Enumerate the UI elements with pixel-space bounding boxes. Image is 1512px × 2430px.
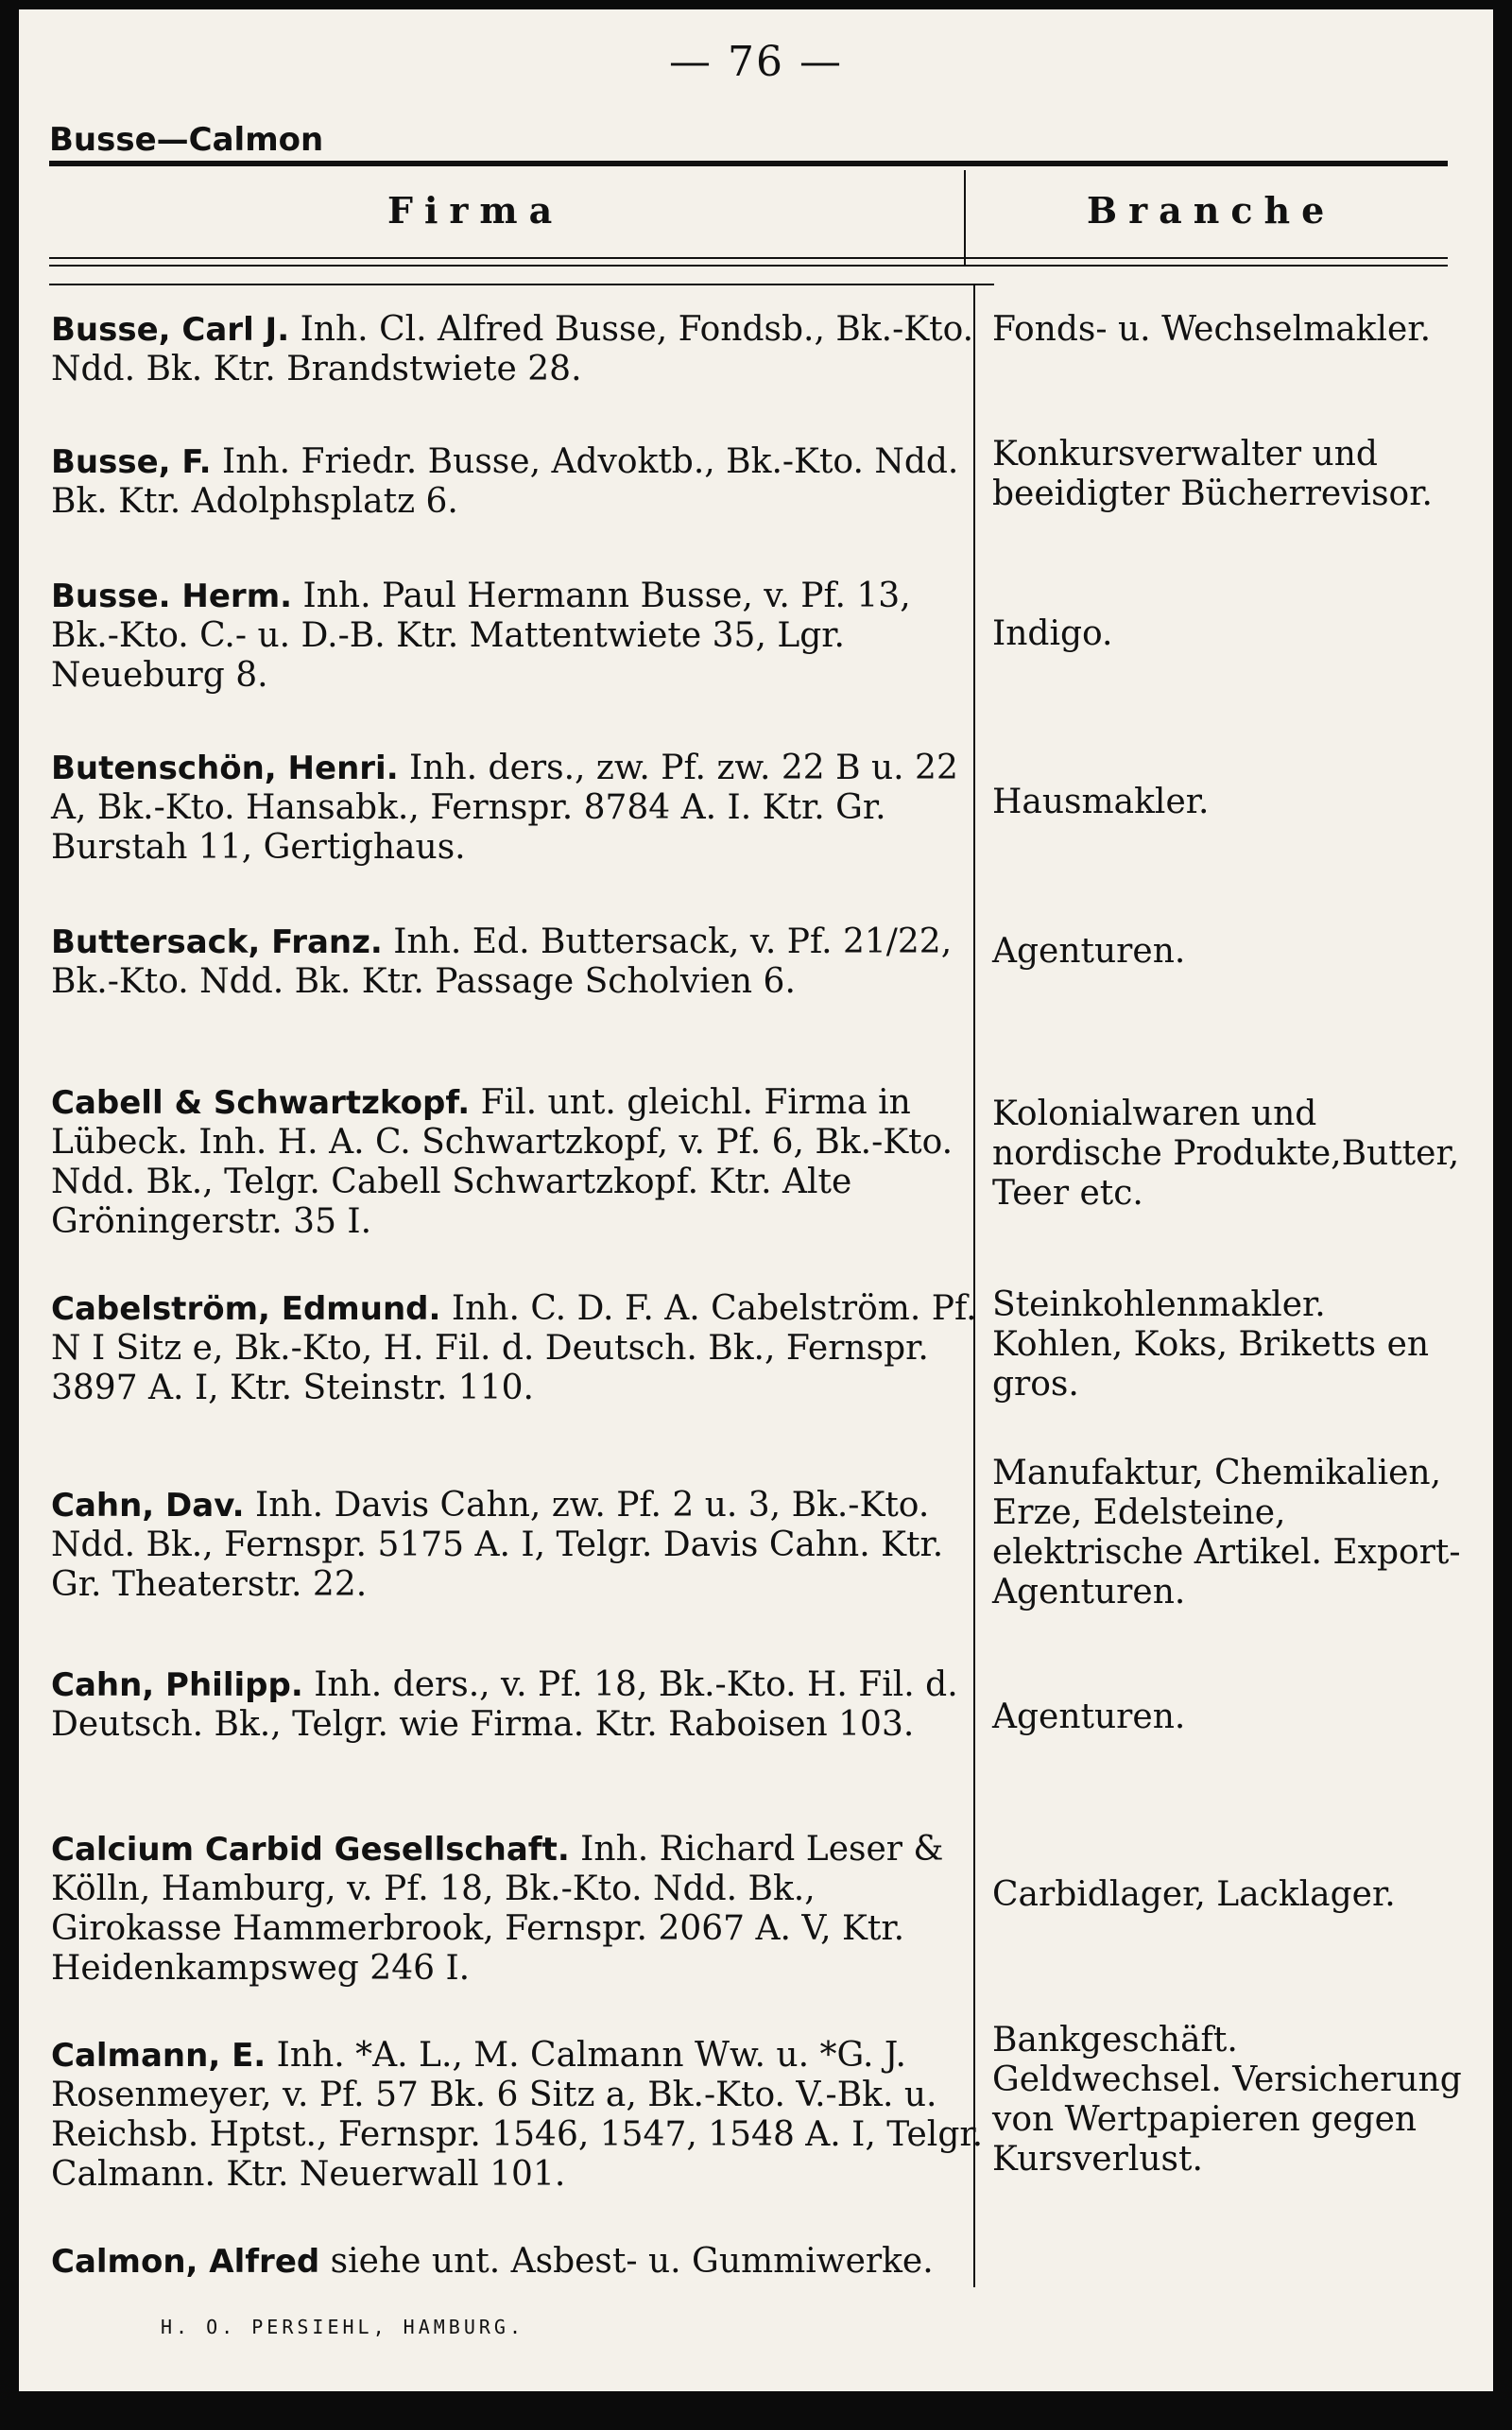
entry-busse-herm xyxy=(51,577,987,696)
entry-name: Cabelström, Edmund. xyxy=(51,1290,441,1328)
branche-cabelstroem: Steinkohlenmakler. Kohlen, Koks, Briketts en gros. xyxy=(992,1285,1430,1404)
entry-name: Butenschön, Henri. xyxy=(51,750,399,787)
entry-text: Inh. C. D. F. A. Cabelström. Pf. N I Sitz e, Bk.-Kto, H. Fil. d. Deutsch. Bk., Fernspr. 3897 A. I, Ktr. Steinstr. 110. xyxy=(51,1289,977,1407)
column-header-branche: Branche xyxy=(1087,189,1336,232)
branche-busse-herm: Indigo. xyxy=(992,614,1113,653)
entry-calmann xyxy=(51,2036,987,2195)
entry-text: Inh. Richard Leser & Kölln, Hamburg, v. Pf. 18, Bk.-Kto. Ndd. Bk., Girokasse Hammerbrook, Fernspr. 2067 A. V, Ktr. Heidenkampsweg 246 I. xyxy=(51,1830,944,1988)
entry-name: Cahn, Dav. xyxy=(51,1487,245,1525)
branche-calcium-carbid: Carbidlager, Lacklager. xyxy=(992,1875,1396,1914)
entry-name: Busse, F. xyxy=(51,443,212,481)
entry-text: Inh. *A. L., M. Calmann Ww. u. *G. J. Rosenmeyer, v. Pf. 57 Bk. 6 Sitz a, Bk.-Kto. V.-Bk. u. Reichsb. Hptst., Fernspr. 1546, 1547, 1548 A. I, Telgr. Calmann. Ktr. Neuerwall 101. xyxy=(51,2036,984,2194)
entry-name: Busse, Carl J. xyxy=(51,311,290,349)
entry-text: Inh. Paul Hermann Busse, v. Pf. 13, Bk.-Kto. C.- u. D.-B. Ktr. Mattentwiete 35, Lgr. Neueburg 8. xyxy=(51,577,911,695)
entry-text: siehe unt. Asbest- u. Gummiwerke. xyxy=(319,2242,934,2281)
branche-calmann: Bankgeschäft. Geldwechsel. Versicherung von Wertpapieren gegen Kursverlust. xyxy=(992,2021,1462,2179)
entry-name: Calmann, E. xyxy=(51,2037,266,2075)
directory-page xyxy=(19,9,1493,2391)
entry-text: Fil. unt. gleichl. Firma in Lübeck. Inh. H. A. C. Schwartzkopf, v. Pf. 6, Bk.-Kto. Ndd. Bk., Telgr. Cabell Schwartzkopf. Ktr. Alte Gröningerstr. 35 I. xyxy=(51,1083,954,1241)
entry-text: Inh. Cl. Alfred Busse, Fondsb., Bk.-Kto. Ndd. Bk. Ktr. Brandstwiete 28. xyxy=(51,310,974,388)
branche-cahn-dav: Manufaktur, Chemikalien, Erze, Edelsteine, elektrische Artikel. Export-Agenturen. xyxy=(992,1454,1461,1611)
entry-name: Busse. Herm. xyxy=(51,577,293,615)
page-number: — 76 — xyxy=(669,38,843,86)
entry-text: Inh. Davis Cahn, zw. Pf. 2 u. 3, Bk.-Kto. Ndd. Bk., Fernspr. 5175 A. I, Telgr. Davis Cahn. Ktr. Gr. Theaterstr. 22. xyxy=(51,1486,944,1604)
printer-imprint: H. O. PERSIEHL, HAMBURG. xyxy=(161,2316,524,2338)
entry-cahn-philipp xyxy=(51,1665,987,1745)
entry-busse-f xyxy=(51,442,987,522)
branche-busse-f: Konkursverwalter und beeidigter Bücherrevisor. xyxy=(992,435,1433,513)
entry-text: Inh. ders., v. Pf. 18, Bk.-Kto. H. Fil. d. Deutsch. Bk., Telgr. wie Firma. Ktr. Raboisen 103. xyxy=(51,1665,958,1744)
entry-text: Inh. Ed. Buttersack, v. Pf. 21/22, Bk.-Kto. Ndd. Bk. Ktr. Passage Scholvien 6. xyxy=(51,922,953,1001)
branche-busse-carl: Fonds- u. Wechselmakler. xyxy=(992,310,1432,349)
header-divider xyxy=(964,170,966,265)
entry-name: Calcium Carbid Gesellschaft. xyxy=(51,1831,570,1869)
entry-cabelstroem xyxy=(51,1289,987,1408)
entry-name: Cahn, Philipp. xyxy=(51,1666,303,1704)
entry-name: Calmon, Alfred xyxy=(51,2243,320,2281)
column-header-firma: Firma xyxy=(387,189,564,232)
entry-calmon xyxy=(51,2242,987,2282)
entry-cabell xyxy=(51,1083,987,1242)
entry-busse-carl xyxy=(51,310,987,389)
top-rule xyxy=(49,161,1448,166)
header-double-rule xyxy=(49,257,1448,267)
entry-name: Buttersack, Franz. xyxy=(51,923,383,961)
branche-cabell: Kolonialwaren und nordische Produkte,Butter, Teer etc. xyxy=(992,1094,1460,1213)
entry-cahn-dav xyxy=(51,1486,987,1605)
entry-calcium-carbid xyxy=(51,1830,987,1989)
branche-buttersack: Agenturen. xyxy=(992,932,1186,971)
entry-text: Inh. ders., zw. Pf. zw. 22 B u. 22 A, Bk.-Kto. Hansabk., Fernspr. 8784 A. I. Ktr. Gr. Burstah 11, Gertighaus. xyxy=(51,749,958,867)
entry-text: Inh. Friedr. Busse, Advoktb., Bk.-Kto. Ndd. Bk. Ktr. Adolphsplatz 6. xyxy=(51,442,959,521)
header-bottom-rule xyxy=(49,284,994,285)
entry-name: Cabell & Schwartzkopf. xyxy=(51,1084,471,1122)
running-head: Busse—Calmon xyxy=(49,121,324,159)
branche-butenschoen: Hausmakler. xyxy=(992,783,1210,821)
branche-cahn-philipp: Agenturen. xyxy=(992,1698,1186,1736)
entry-buttersack xyxy=(51,922,987,1002)
entry-butenschoen xyxy=(51,749,987,868)
